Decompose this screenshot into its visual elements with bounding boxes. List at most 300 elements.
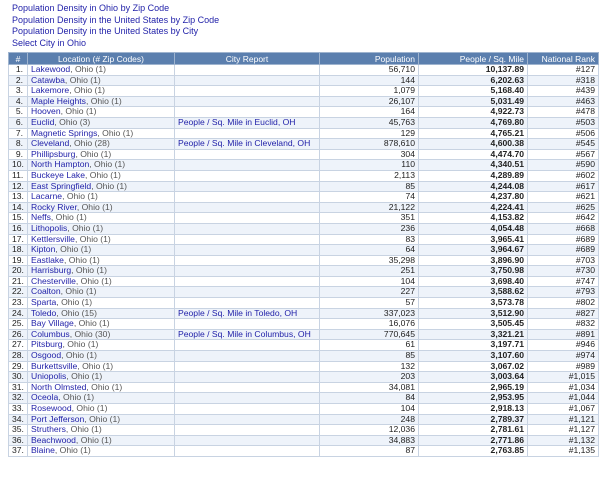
- location-cell: [28, 414, 175, 425]
- city-report-cell: [175, 446, 320, 457]
- state-zip-count: , Ohio (1): [84, 414, 121, 424]
- density-cell: 3,573.78: [419, 298, 528, 309]
- city-link[interactable]: Port Jefferson: [31, 414, 85, 424]
- location-cell: [28, 446, 175, 457]
- row-index: 21.: [9, 276, 28, 287]
- table-row: [9, 170, 599, 181]
- density-cell: 10,137.89: [419, 65, 528, 76]
- city-report-cell: [175, 192, 320, 203]
- header-index: #: [9, 53, 28, 65]
- population-cell: 2,113: [320, 170, 419, 181]
- population-cell: 64: [320, 245, 419, 256]
- city-link[interactable]: Neffs: [31, 212, 51, 223]
- city-report-cell: [175, 202, 320, 213]
- city-report-link[interactable]: People / Sq. Mile in Toledo, OH: [178, 308, 298, 318]
- location-cell: [28, 276, 175, 287]
- state-zip-count: , Ohio (1): [75, 276, 112, 286]
- table-row: [9, 192, 599, 203]
- city-report-cell: [175, 276, 320, 287]
- population-cell: 878,610: [320, 139, 419, 150]
- table-row: [9, 128, 599, 139]
- rank-cell: #617: [528, 181, 599, 192]
- row-index: 24.: [9, 308, 28, 319]
- city-report-cell: [175, 234, 320, 245]
- population-cell: 85: [320, 351, 419, 362]
- city-link[interactable]: Eastlake: [31, 255, 64, 265]
- population-cell: 770,645: [320, 329, 419, 340]
- population-cell: 84: [320, 393, 419, 404]
- city-link[interactable]: Burkettsville: [31, 361, 78, 371]
- rank-cell: #891: [528, 329, 599, 340]
- table-row: [9, 308, 599, 319]
- state-zip-count: , Ohio (1): [54, 445, 91, 456]
- population-cell: 56,710: [320, 65, 419, 76]
- location-cell: [28, 404, 175, 415]
- nav-links: [0, 0, 600, 49]
- density-cell: 4,474.70: [419, 149, 528, 160]
- location-cell: [28, 298, 175, 309]
- city-report-cell: [175, 255, 320, 266]
- row-index: 18.: [9, 245, 28, 256]
- row-index: 19.: [9, 255, 28, 266]
- rank-cell: #1,044: [528, 393, 599, 404]
- density-cell: 3,107.60: [419, 351, 528, 362]
- row-index: 26.: [9, 329, 28, 340]
- state-zip-count: , Ohio (1): [62, 191, 98, 202]
- rank-cell: #832: [528, 319, 599, 330]
- city-report-cell: [175, 425, 320, 436]
- city-link[interactable]: Beachwood: [31, 435, 76, 445]
- state-zip-count: , Ohio (1): [97, 128, 134, 138]
- density-cell: 2,781.61: [419, 425, 528, 436]
- city-link[interactable]: Kipton: [31, 244, 56, 255]
- row-index: 14.: [9, 202, 28, 213]
- state-zip-count: , Ohio (15): [56, 308, 97, 318]
- state-zip-count: , Ohio (1): [73, 318, 110, 329]
- state-zip-count: , Ohio (1): [62, 339, 99, 350]
- density-cell: 4,244.08: [419, 181, 528, 192]
- location-cell: [28, 255, 175, 266]
- location-cell: [28, 170, 175, 181]
- state-zip-count: , Ohio (1): [84, 170, 121, 180]
- population-cell: 132: [320, 361, 419, 372]
- location-cell: [28, 181, 175, 192]
- location-cell: [28, 86, 175, 97]
- city-link[interactable]: Buckeye Lake: [31, 170, 85, 180]
- population-cell: 35,298: [320, 255, 419, 266]
- location-cell: [28, 128, 175, 139]
- density-cell: 2,918.13: [419, 404, 528, 415]
- city-link[interactable]: Lakewood: [31, 64, 71, 74]
- city-report-cell: [175, 107, 320, 118]
- rank-cell: #602: [528, 170, 599, 181]
- density-cell: 3,067.02: [419, 361, 528, 372]
- city-link[interactable]: Maple Heights: [31, 96, 86, 106]
- table-row: [9, 117, 599, 128]
- state-zip-count: , Ohio (1): [65, 424, 102, 435]
- city-report-cell: [175, 213, 320, 224]
- header-location: Location (# Zip Codes): [28, 53, 175, 65]
- location-cell: [28, 213, 175, 224]
- state-zip-count: , Ohio (1): [60, 106, 97, 117]
- density-cell: 3,698.40: [419, 276, 528, 287]
- location-cell: [28, 319, 175, 330]
- location-cell: [28, 361, 175, 372]
- location-cell: [28, 223, 175, 234]
- city-report-cell: [175, 287, 320, 298]
- density-cell: 2,789.37: [419, 414, 528, 425]
- rank-cell: #642: [528, 213, 599, 224]
- state-zip-count: , Ohio (1): [75, 149, 112, 159]
- density-cell: 3,965.41: [419, 234, 528, 245]
- location-cell: [28, 65, 175, 76]
- row-index: 31.: [9, 382, 28, 393]
- row-index: 27.: [9, 340, 28, 351]
- city-report-cell: [175, 351, 320, 362]
- state-zip-count: , Ohio (1): [63, 255, 100, 265]
- city-link[interactable]: Oceola: [31, 392, 59, 403]
- table-row: [9, 149, 599, 160]
- table-row: [9, 75, 599, 86]
- rank-cell: #689: [528, 234, 599, 245]
- table-row: [9, 245, 599, 256]
- row-index: 8.: [9, 139, 28, 150]
- row-index: 23.: [9, 298, 28, 309]
- city-report-cell: [175, 329, 320, 340]
- location-cell: [28, 107, 175, 118]
- table-row: [9, 351, 599, 362]
- link-us-zip[interactable]: Population Density in the United States by Zip Code: [12, 14, 220, 25]
- density-cell: 3,512.90: [419, 308, 528, 319]
- population-cell: 16,076: [320, 319, 419, 330]
- rank-cell: #621: [528, 192, 599, 203]
- rank-cell: #689: [528, 245, 599, 256]
- city-link[interactable]: Lakemore: [31, 85, 70, 96]
- city-report-link[interactable]: People / Sq. Mile in Columbus, OH: [178, 329, 311, 339]
- row-index: 5.: [9, 107, 28, 118]
- location-cell: [28, 117, 175, 128]
- city-link[interactable]: Coalton: [31, 286, 61, 297]
- state-zip-count: , Ohio (1): [58, 392, 95, 403]
- rank-cell: #590: [528, 160, 599, 171]
- city-report-link[interactable]: People / Sq. Mile in Cleveland, OH: [178, 138, 311, 149]
- state-zip-count: , Ohio (1): [70, 64, 107, 74]
- location-cell: [28, 96, 175, 107]
- location-cell: [28, 202, 175, 213]
- table-row: [9, 276, 599, 287]
- city-link[interactable]: Columbus: [31, 329, 70, 339]
- rank-cell: #802: [528, 298, 599, 309]
- table-row: [9, 382, 599, 393]
- city-report-cell: [175, 393, 320, 404]
- city-report-cell: [175, 266, 320, 277]
- location-cell: [28, 192, 175, 203]
- row-index: 37.: [9, 446, 28, 457]
- population-cell: 164: [320, 107, 419, 118]
- city-link[interactable]: Hooven: [31, 106, 61, 117]
- city-report-cell: [175, 319, 320, 330]
- city-report-cell: [175, 75, 320, 86]
- row-index: 30.: [9, 372, 28, 383]
- density-cell: 3,964.67: [419, 245, 528, 256]
- table-row: [9, 425, 599, 436]
- header-density: People / Sq. Mile: [419, 53, 528, 65]
- state-zip-count: , Ohio (1): [50, 212, 87, 223]
- city-link[interactable]: Pitsburg: [31, 339, 63, 350]
- rank-cell: #668: [528, 223, 599, 234]
- row-index: 11.: [9, 170, 28, 181]
- state-zip-count: , Ohio (28): [69, 138, 110, 149]
- link-select-city[interactable]: Select City in Ohio: [12, 37, 87, 48]
- city-report-cell: [175, 382, 320, 393]
- population-cell: 57: [320, 298, 419, 309]
- state-zip-count: , Ohio (1): [61, 350, 97, 361]
- state-zip-count: , Ohio (1): [89, 159, 126, 170]
- city-link[interactable]: Toledo: [31, 308, 57, 318]
- city-report-link[interactable]: People / Sq. Mile in Euclid, OH: [178, 117, 296, 127]
- state-zip-count: , Ohio (1): [56, 297, 93, 308]
- state-zip-count: , Ohio (1): [64, 75, 101, 85]
- city-link[interactable]: Cleveland: [31, 138, 70, 149]
- link-us-city[interactable]: Population Density in the United States by City: [12, 26, 199, 37]
- state-zip-count: , Ohio (1): [86, 382, 123, 392]
- rank-cell: #1,121: [528, 414, 599, 425]
- table-row: [9, 446, 599, 457]
- city-link[interactable]: Magnetic Springs: [31, 128, 98, 138]
- city-link[interactable]: Bay Village: [31, 318, 74, 329]
- density-cell: 5,031.49: [419, 96, 528, 107]
- population-cell: 1,079: [320, 86, 419, 97]
- table-row: [9, 65, 599, 76]
- density-cell: 3,750.98: [419, 266, 528, 277]
- row-index: 10.: [9, 160, 28, 171]
- density-cell: 4,765.21: [419, 128, 528, 139]
- location-cell: [28, 372, 175, 383]
- rank-cell: #318: [528, 75, 599, 86]
- rank-cell: #1,127: [528, 425, 599, 436]
- state-zip-count: , Ohio (1): [74, 234, 111, 244]
- row-index: 17.: [9, 234, 28, 245]
- population-cell: 236: [320, 223, 419, 234]
- state-zip-count: , Ohio (1): [76, 202, 113, 212]
- rank-cell: #545: [528, 139, 599, 150]
- city-link[interactable]: Sparta: [31, 297, 57, 308]
- city-report-cell: [175, 128, 320, 139]
- city-link[interactable]: North Hampton: [31, 159, 90, 170]
- population-cell: 74: [320, 192, 419, 203]
- location-cell: [28, 351, 175, 362]
- location-cell: [28, 435, 175, 446]
- city-link[interactable]: Blaine: [31, 445, 55, 456]
- rank-cell: #946: [528, 340, 599, 351]
- density-cell: 4,340.51: [419, 160, 528, 171]
- city-link[interactable]: Phillipsburg: [31, 149, 76, 159]
- rank-cell: #1,135: [528, 446, 599, 457]
- link-ohio-zip[interactable]: Population Density in Ohio by Zip Code: [12, 3, 170, 13]
- population-cell: 251: [320, 266, 419, 277]
- density-cell: 4,153.82: [419, 213, 528, 224]
- row-index: 9.: [9, 149, 28, 160]
- population-cell: 12,036: [320, 425, 419, 436]
- location-cell: [28, 308, 175, 319]
- city-report-cell: [175, 117, 320, 128]
- population-cell: 304: [320, 149, 419, 160]
- city-link[interactable]: Harrisburg: [31, 265, 72, 276]
- city-report-cell: [175, 65, 320, 76]
- city-report-cell: [175, 149, 320, 160]
- population-cell: 45,763: [320, 117, 419, 128]
- row-index: 34.: [9, 414, 28, 425]
- population-cell: 110: [320, 160, 419, 171]
- rank-cell: #478: [528, 107, 599, 118]
- rank-cell: #1,067: [528, 404, 599, 415]
- population-cell: 87: [320, 446, 419, 457]
- rank-cell: #989: [528, 361, 599, 372]
- population-cell: 83: [320, 234, 419, 245]
- location-cell: [28, 75, 175, 86]
- density-cell: 6,202.63: [419, 75, 528, 86]
- table-row: [9, 372, 599, 383]
- table-row: [9, 96, 599, 107]
- row-index: 6.: [9, 117, 28, 128]
- row-index: 22.: [9, 287, 28, 298]
- row-index: 2.: [9, 75, 28, 86]
- rank-cell: #127: [528, 65, 599, 76]
- population-cell: 144: [320, 75, 419, 86]
- state-zip-count: , Ohio (30): [69, 329, 111, 339]
- city-report-cell: [175, 308, 320, 319]
- rank-cell: #1,034: [528, 382, 599, 393]
- city-link[interactable]: North Olmsted: [31, 382, 87, 392]
- table-row: [9, 414, 599, 425]
- state-zip-count: , Ohio (1): [71, 403, 108, 413]
- city-link[interactable]: Lithopolis: [31, 223, 68, 233]
- density-cell: 3,896.90: [419, 255, 528, 266]
- table-row: [9, 361, 599, 372]
- table-row: [9, 298, 599, 309]
- city-link[interactable]: Kettlersville: [31, 234, 75, 244]
- table-row: [9, 404, 599, 415]
- city-link[interactable]: Uniopolis: [31, 371, 67, 382]
- city-link[interactable]: Rocky River: [31, 202, 77, 212]
- population-cell: 21,122: [320, 202, 419, 213]
- row-index: 3.: [9, 86, 28, 97]
- location-cell: [28, 245, 175, 256]
- table-row: [9, 234, 599, 245]
- population-cell: 351: [320, 213, 419, 224]
- row-index: 7.: [9, 128, 28, 139]
- state-zip-count: , Ohio (1): [69, 85, 106, 96]
- row-index: 1.: [9, 65, 28, 76]
- state-zip-count: , Ohio (1): [91, 181, 128, 191]
- location-cell: [28, 234, 175, 245]
- density-cell: 4,224.41: [419, 202, 528, 213]
- rank-cell: #1,132: [528, 435, 599, 446]
- table-row: [9, 107, 599, 118]
- row-index: 28.: [9, 351, 28, 362]
- city-link[interactable]: East Springfield: [31, 181, 92, 191]
- state-zip-count: , Ohio (1): [60, 286, 97, 297]
- table-row: [9, 266, 599, 277]
- city-link[interactable]: Rosewood: [31, 403, 72, 413]
- population-cell: 227: [320, 287, 419, 298]
- row-index: 13.: [9, 192, 28, 203]
- city-report-cell: [175, 404, 320, 415]
- rank-cell: #503: [528, 117, 599, 128]
- density-cell: 5,168.40: [419, 86, 528, 97]
- city-report-cell: [175, 361, 320, 372]
- table-row: [9, 255, 599, 266]
- table-row: [9, 86, 599, 97]
- rank-cell: #730: [528, 266, 599, 277]
- header-rank: National Rank: [528, 53, 599, 65]
- city-link[interactable]: Osgood: [31, 350, 62, 361]
- density-cell: 4,600.38: [419, 139, 528, 150]
- rank-cell: #793: [528, 287, 599, 298]
- city-report-cell: [175, 435, 320, 446]
- location-cell: [28, 329, 175, 340]
- city-report-cell: [175, 181, 320, 192]
- rank-cell: #1,015: [528, 372, 599, 383]
- city-report-cell: [175, 139, 320, 150]
- rank-cell: #625: [528, 202, 599, 213]
- location-cell: [28, 287, 175, 298]
- city-report-cell: [175, 298, 320, 309]
- city-link[interactable]: Lacarne: [31, 191, 63, 202]
- population-cell: 104: [320, 404, 419, 415]
- row-index: 25.: [9, 319, 28, 330]
- density-cell: 3,588.62: [419, 287, 528, 298]
- location-cell: [28, 340, 175, 351]
- rank-cell: #703: [528, 255, 599, 266]
- density-cell: 4,289.89: [419, 170, 528, 181]
- rank-cell: #827: [528, 308, 599, 319]
- row-index: 32.: [9, 393, 28, 404]
- location-cell: [28, 139, 175, 150]
- density-cell: 4,237.80: [419, 192, 528, 203]
- state-zip-count: , Ohio (1): [77, 361, 114, 371]
- header-city-report: City Report: [175, 53, 320, 65]
- table-row: [9, 340, 599, 351]
- population-cell: 248: [320, 414, 419, 425]
- city-link[interactable]: Euclid: [31, 117, 55, 127]
- density-cell: 3,505.45: [419, 319, 528, 330]
- city-report-cell: [175, 96, 320, 107]
- rank-cell: #567: [528, 149, 599, 160]
- city-link[interactable]: Catawba: [31, 75, 65, 85]
- table-row: [9, 329, 599, 340]
- location-cell: [28, 266, 175, 277]
- location-cell: [28, 382, 175, 393]
- density-cell: 2,771.86: [419, 435, 528, 446]
- city-link[interactable]: Chesterville: [31, 276, 76, 286]
- density-cell: 3,003.64: [419, 372, 528, 383]
- population-cell: 337,023: [320, 308, 419, 319]
- location-cell: [28, 160, 175, 171]
- table-row: [9, 435, 599, 446]
- population-cell: 61: [320, 340, 419, 351]
- city-report-cell: [175, 340, 320, 351]
- rank-cell: #463: [528, 96, 599, 107]
- table-row: [9, 181, 599, 192]
- table-row: [9, 393, 599, 404]
- city-link[interactable]: Struthers: [31, 424, 66, 435]
- density-cell: 4,769.80: [419, 117, 528, 128]
- population-cell: 203: [320, 372, 419, 383]
- location-cell: [28, 393, 175, 404]
- population-cell: 104: [320, 276, 419, 287]
- state-zip-count: , Ohio (1): [66, 371, 103, 382]
